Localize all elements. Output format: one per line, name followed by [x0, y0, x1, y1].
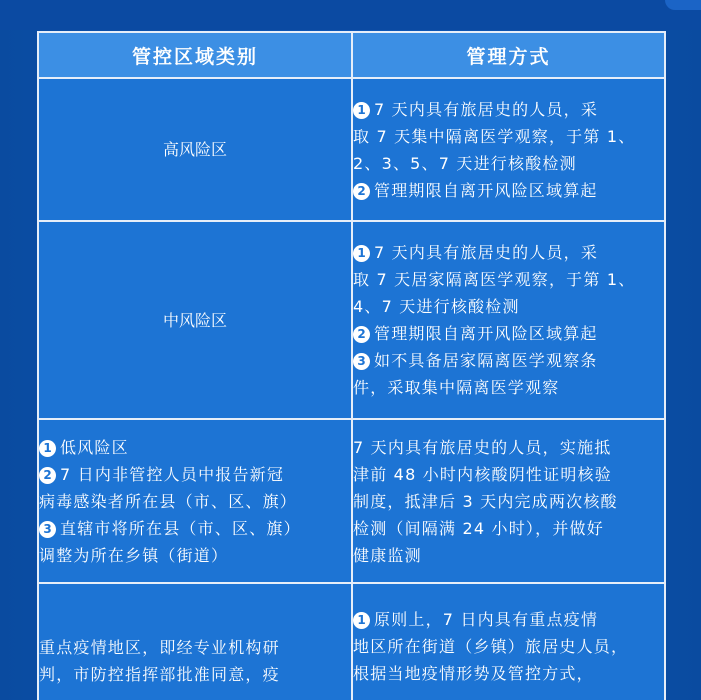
number-badge-icon: 3 [39, 521, 56, 538]
header-management-method: 管理方式 [352, 32, 665, 78]
table-row-key-epidemic-area [38, 583, 665, 700]
management-cell [352, 583, 665, 700]
category-cell [38, 221, 352, 419]
text-line: 判，市防控指挥部批准同意，疫 [39, 665, 280, 684]
category-cell [38, 419, 352, 583]
text-line: 2 7 日内非管控人员中报告新冠 [39, 461, 351, 488]
number-badge-icon: 2 [353, 326, 370, 343]
text-line: 2、3、5、7 天进行核酸检测 [353, 153, 577, 173]
text-line: 调整为所在乡镇（街道） [39, 545, 229, 565]
text-line: 3 直辖市将所在县（市、区、旗） [39, 515, 351, 542]
control-zone-table [37, 31, 666, 700]
text-line: 3 如不具备居家隔离医学观察条 [353, 347, 664, 374]
category-cell [38, 583, 352, 700]
text-line: 重点疫情地区，即经专业机构研 [39, 638, 280, 657]
management-cell [352, 78, 665, 221]
text-line: 津前 48 小时内核酸阴性证明核验 [353, 464, 612, 484]
category-high-risk: 高风险区 [162, 140, 227, 159]
text-line: 件，采取集中隔离医学观察 [353, 378, 560, 397]
text-line: 1 低风险区 [39, 434, 351, 461]
text-line: 取 7 天集中隔离医学观察，于第 1、 [353, 126, 636, 146]
number-badge-icon: 1 [39, 440, 56, 457]
management-cell [352, 419, 665, 583]
category-medium-risk: 中风险区 [162, 310, 227, 330]
table-header-row [38, 32, 665, 78]
number-badge-icon: 1 [353, 612, 370, 629]
table-row-medium-risk [38, 221, 665, 419]
table-row-low-risk [38, 419, 665, 583]
number-badge-icon: 3 [353, 353, 370, 370]
text-line: 1 7 天内具有旅居史的人员，采 [353, 96, 664, 123]
number-badge-icon: 2 [353, 183, 370, 200]
text-line: 1 7 天内具有旅居史的人员，采 [353, 239, 664, 266]
text-line: 检测（间隔满 24 小时），并做好 [353, 518, 604, 538]
text-line: 地区所在街道（乡镇）旅居史人员， [353, 637, 629, 656]
text-line: 健康监测 [353, 545, 422, 565]
number-badge-icon: 1 [353, 245, 370, 262]
number-badge-icon: 1 [353, 102, 370, 119]
text-line: 2 管理期限自离开风险区域算起 [353, 177, 664, 204]
management-cell [352, 221, 665, 419]
top-banner [0, 0, 701, 30]
text-line: 病毒感染者所在县（市、区、旗） [39, 491, 298, 511]
text-line: 7 天内具有旅居史的人员，实施抵 [353, 437, 612, 457]
text-line: 2 管理期限自离开风险区域算起 [353, 320, 664, 347]
text-line: 取 7 天居家隔离医学观察，于第 1、 [353, 270, 636, 289]
number-badge-icon: 2 [39, 467, 56, 484]
text-line: 4、7 天进行核酸检测 [353, 297, 520, 316]
header-zone-category: 管控区域类别 [38, 32, 352, 78]
category-cell [38, 78, 352, 221]
text-line: 根据当地疫情形势及管控方式， [353, 664, 594, 683]
table-row-high-risk [38, 78, 665, 221]
text-line: 制度，抵津后 3 天内完成两次核酸 [353, 491, 618, 511]
corner-decoration [665, 0, 701, 10]
text-line: 1 原则上，7 日内具有重点疫情 [353, 606, 664, 633]
